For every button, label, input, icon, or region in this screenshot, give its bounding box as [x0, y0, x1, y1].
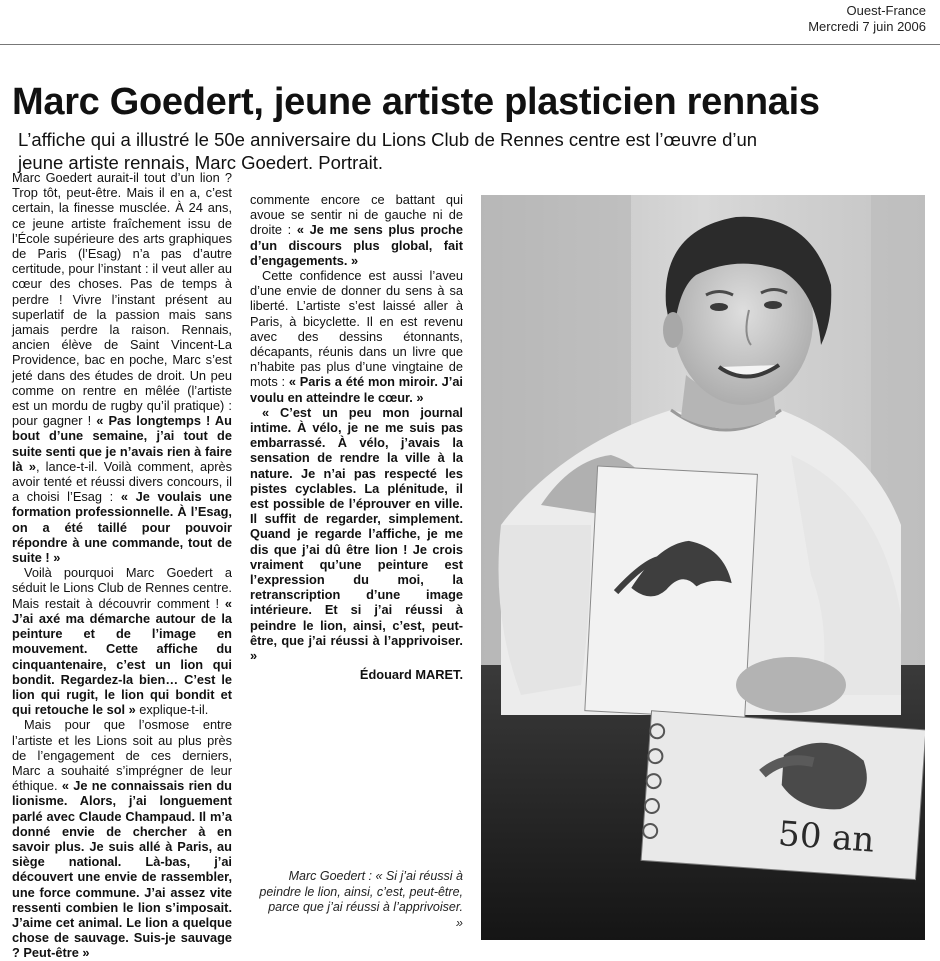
publication-date: Mercredi 7 juin 2006: [808, 19, 926, 34]
paragraph: Marc Goedert aurait-il tout d’un lion ? Trop tôt, peut-être. Mais il en a, c’est certain, la finesse musclée. À 24 ans, ce jeune artiste fraîchement issu de l’École supérieure des arts graphiques de Paris (l’Esag) n’a pas d’autre certitude, pour l’instant : il veut aller au cœur des choses. Pas de temps à perdre ! Vivre l’instant présent au superlatif de la passion mais sans jamais perdre la raison. Rennais, ancien élève de Saint Vincent-La Providence, bac en poche, Marc s’est jeté dans des études de droit. Un peu comme on rentre en mêlée (l’artiste est un mordu de rugby qu’il pratique) : pour gagner ! « Pas longtemps ! Au bout d’une semaine, j’ai tout de suite senti que je n’avais rien à faire là », lance-t-il. Voilà comment, après avoir tenté et réussi divers concours, il a choisi l’Esag : « Je voulais une formation professionnelle. À l’Esag, on a été taillé pour pouvoir répondre à une commande, tout de suite ! »: [12, 170, 232, 566]
sketchbook-text: 50 an: [776, 813, 876, 861]
article-column-1: [12, 170, 232, 961]
masthead: [808, 3, 926, 35]
article-headline: Marc Goedert, jeune artiste plasticien rennais: [12, 81, 820, 123]
paragraph: Voilà pourquoi Marc Goedert a séduit le Lions Club de Rennes centre. Mais restait à découvrir comment ! « J’ai axé ma démarche autour de la peinture et de l’image en mouvement. Cette affiche du cinquantenaire, c’est un lion qui bondit. Regardez-la bien… C’est le lion qui rugit, le lion qui bondit et qui retouche le sol » explique-t-il.: [12, 565, 233, 718]
paragraph: « C’est un peu mon journal intime. À vélo, je ne me suis pas embarrassé. À vélo, j’avais la sensation de rendre la ville à la nature. Je n’ai pas respecté les pistes cyclables. La plénitude, il est possible de l’éprouver en ville. Il suffit de regarder, simplement. Quand je regarde l’affiche, je me dis que j’ai dû être lion ! Je crois vraiment qu’une peinture est l’expression du moi, la retranscription d’une image intérieure. Et si j’ai réussi à peindre le lion, ainsi, c’est, peut-être, que j’ai réussi à l’apprivoiser. »: [250, 404, 463, 664]
portrait-photo: [481, 195, 925, 940]
header-rule: [0, 44, 940, 45]
article-column-2: [250, 192, 463, 683]
newspaper-name: Ouest-France: [846, 3, 926, 18]
portrait-illustration: [481, 195, 925, 940]
paragraph: commente encore ce battant qui avoue se sentir ni de gauche ni de droite : « Je me sens plus proche d’un discours plus global, fait d’engagements. »: [250, 192, 463, 268]
author-signature: Édouard MARET.: [359, 667, 463, 683]
paragraph: Cette confidence est aussi l’aveu d’une envie de donner du sens à sa liberté. L’artiste s’est laissé aller à Paris, à bicyclette. Il en est revenu avec des dessins étonnants, décapants, réunis dans un livre que n’habite pas plus d’une vingtaine de mots : « Paris a été mon miroir. J’ai voulu en atteindre le cœur. »: [250, 268, 463, 405]
article-standfirst: L’affiche qui a illustré le 50e anniversaire du Lions Club de Rennes centre est l’œuvre d’un jeune artiste rennais, Marc Goedert. Portrait.: [18, 129, 758, 173]
photo-caption: Marc Goedert : « Si j’ai réussi à peindre le lion, ainsi, c’est, peut-être, parce que j’ai réussi à l’apprivoiser. »: [259, 869, 463, 930]
paragraph: Mais pour que l’osmose entre l’artiste et les Lions soit au plus près de l’engagement de ces derniers, Marc a souhaité s’imprégner de leur éthique. « Je ne connaissais rien du lionisme. Alors, j’ai longuement parlé avec Claude Champaud. Il m’a donné envie de chercher à en savoir plus. Je suis allé à Paris, au siège national. Là-bas, j’ai découvert une envie de rassembler, une force commune. J’ai assez vite ressenti combien le lion s’imposait. J’aime cet animal. Le lion a quelque chose de sauvage. Suis-je sauvage ? Peut-être »: [12, 717, 232, 961]
